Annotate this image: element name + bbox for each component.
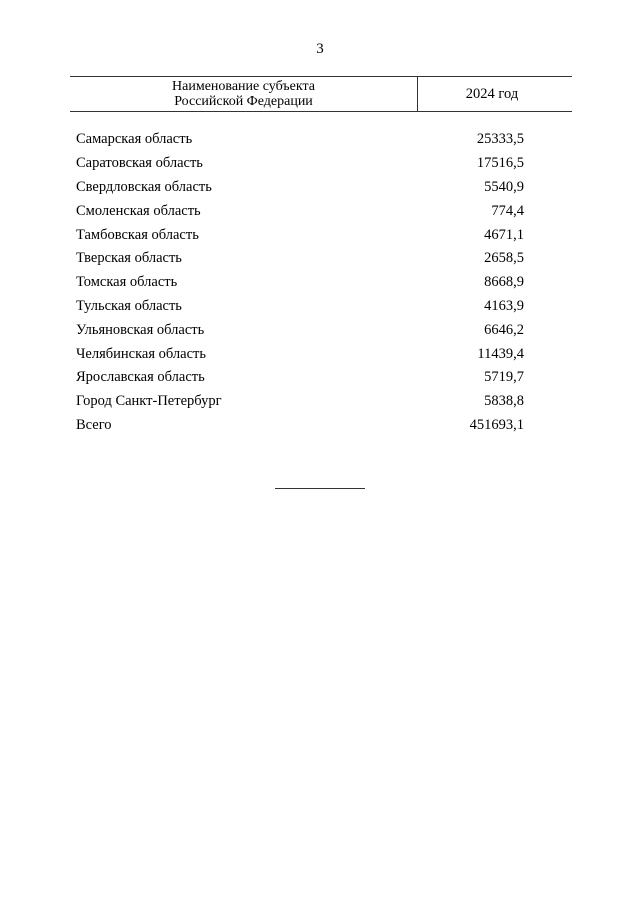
row-value: 17516,5 [476,155,524,172]
row-subject-name: Самарская область [76,131,193,148]
table-body [76,128,572,437]
row-subject-name: Саратовская область [76,155,203,172]
row-subject-name: Ульяновская область [76,321,205,338]
row-value: 5719,7 [484,369,524,386]
row-subject-name: Свердловская область [76,178,212,195]
row-value: 6646,2 [484,321,524,338]
row-value: 8668,9 [484,274,524,291]
row-value: 4671,1 [484,226,524,243]
row-subject-name: Всего [76,416,112,433]
row-subject-name: Город Санкт-Петербург [76,393,222,410]
row-value: 5540,9 [484,178,524,195]
row-value: 5838,8 [484,393,524,410]
row-value: 2658,5 [484,250,524,267]
table-row-total [76,414,572,438]
table-row [76,318,572,342]
row-subject-name: Тверская область [76,250,182,267]
page-number: 3 [316,41,324,57]
table-row [76,295,572,319]
table-row [76,199,572,223]
table-row [76,366,572,390]
row-subject-name: Томская область [76,274,178,291]
table-header [70,76,572,112]
header-subject-name-line2: Российской Федерации [174,94,313,109]
table-row [76,247,572,271]
row-value: 4163,9 [484,297,524,314]
row-subject-name: Ярославская область [76,369,205,386]
row-value: 451693,1 [469,416,524,433]
table-row [76,271,572,295]
row-subject-name: Челябинская область [76,345,206,362]
table-row [76,176,572,200]
end-divider [275,488,365,489]
table-row [76,390,572,414]
header-subject-name-line1: Наименование субъекта [172,79,315,94]
table-row [76,223,572,247]
table-row [76,128,572,152]
row-value: 11439,4 [477,345,524,362]
header-subject-name [70,77,418,111]
row-value: 774,4 [491,202,524,219]
table-row [76,152,572,176]
row-subject-name: Тамбовская область [76,226,199,243]
header-year: 2024 год [465,86,519,102]
row-value: 25333,5 [476,131,524,148]
row-subject-name: Смоленская область [76,202,201,219]
table-row [76,342,572,366]
row-subject-name: Тульская область [76,297,182,314]
